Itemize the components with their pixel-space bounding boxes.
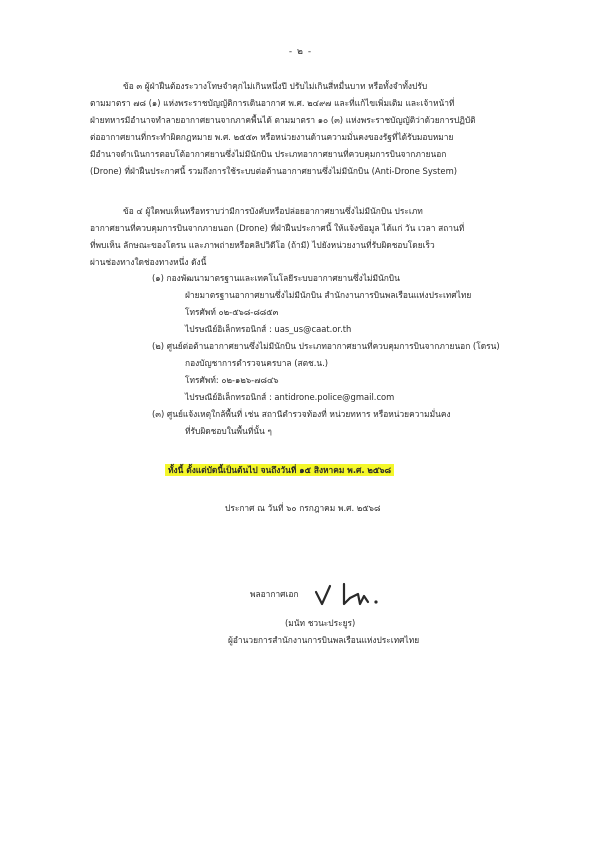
contact1-email: ไปรษณีย์อิเล็กทรอนิกส์ : uas_us@caat.or.th — [185, 324, 352, 334]
page-number: - ๒ - — [288, 47, 313, 57]
contact1-phone: โทรศัพท์ ๐๒-๕๖๘-๘๘๕๓ — [185, 307, 279, 317]
effective-period — [165, 464, 394, 476]
signer-rank: พลอากาศเอก — [250, 589, 299, 599]
clause4-line-1: ข้อ ๔ ผู้ใดพบเห็นหรือทราบว่ามีการบังคับหรือปล่อยอากาศยานซึ่งไม่มีนักบิน ประเภท — [123, 206, 423, 216]
clause3-line-6: (Drone) ที่ฝ่าฝืนประกาศนี้ รวมถึงการใช้ระบบต่อต้านอากาศยานซึ่งไม่มีนักบิน (Anti-Drone System) — [90, 166, 458, 176]
signer-title: ผู้อำนวยการสำนักงานการบินพลเรือนแห่งประเทศไทย — [228, 635, 420, 645]
effective-period-highlight: ทั้งนี้ ตั้งแต่บัดนี้เป็นต้นไป จนถึงวันที่ ๑๕ สิงหาคม พ.ศ. ๒๕๖๘ — [165, 464, 394, 476]
contact2-phone: โทรศัพท์: ๐๒-๑๒๖-๗๘๔๖ — [185, 375, 279, 385]
clause3-line-3: ฝ่ายทหารมีอำนาจทำลายอากาศยานจากภาคพื้นได้ ตามมาตรา ๑๐ (๓) แห่งพระราชบัญญัติว่าด้วยการปฏิบัติ — [90, 115, 476, 125]
contact1-heading: (๑) กองพัฒนามาตรฐานและเทคโนโลยีระบบอากาศยานซึ่งไม่มีนักบิน — [152, 273, 400, 283]
contact3-heading: (๓) ศูนย์แจ้งเหตุใกล้พื้นที่ เช่น สถานีตำรวจท้องที่ หน่วยทหาร หรือหน่วยความมั่นคง — [152, 409, 451, 419]
contact2-division: กองบัญชาการตำรวจนครบาล (สตช.น.) — [185, 358, 329, 368]
clause3-line-5: มีอำนาจดำเนินการตอบโต้อากาศยานซึ่งไม่มีนักบิน ประเภทอากาศยานที่ควบคุมการบินจากภายนอก — [90, 149, 447, 159]
contact1-division: ฝ่ายมาตรฐานอากาศยานซึ่งไม่มีนักบิน สำนักงานการบินพลเรือนแห่งประเทศไทย — [185, 290, 472, 300]
contact2-email: ไปรษณีย์อิเล็กทรอนิกส์ : antidrone.police@gmail.com — [185, 392, 395, 402]
clause4-line-2: อากาศยานที่ควบคุมการบินจากภายนอก (Drone) ที่ฝ่าฝืนประกาศนี้ ให้แจ้งข้อมูล ได้แก่ วัน เวลา สถานที่ — [90, 223, 465, 233]
clause3-line-4: ต่ออากาศยานที่กระทำผิดกฎหมาย พ.ศ. ๒๕๕๓ หรือหน่วยงานด้านความมั่นคงของรัฐที่ได้รับมอบหมาย — [90, 132, 454, 142]
clause3-line-1: ข้อ ๓ ผู้ฝ่าฝืนต้องระวางโทษจำคุกไม่เกินหนึ่งปี ปรับไม่เกินสี่หมื่นบาท หรือทั้งจำทั้งปรับ — [123, 81, 428, 91]
contact2-heading: (๒) ศูนย์ต่อต้านอากาศยานซึ่งไม่มีนักบิน ประเภทอากาศยานที่ควบคุมการบินจากภายนอก (โดรน) — [152, 341, 500, 351]
clause3-line-2: ตามมาตรา ๗๘ (๑) แห่งพระราชบัญญัติการเดินอากาศ พ.ศ. ๒๔๙๗ และที่แก้ไขเพิ่มเติม และเจ้าหน้าที่ — [90, 98, 455, 108]
clause4-line-3: ที่พบเห็น ลักษณะของโดรน และภาพถ่ายหรือคลิปวิดีโอ (ถ้ามี) ไปยังหน่วยงานที่รับผิดชอบโดยเร็ว — [90, 240, 435, 250]
signature-image — [310, 578, 400, 612]
announcement-date: ประกาศ ณ วันที่ ๖๐ กรกฎาคม พ.ศ. ๒๕๖๘ — [225, 503, 381, 513]
handwritten-signature — [310, 578, 400, 612]
contact3-detail: ที่รับผิดชอบในพื้นที่นั้น ๆ — [185, 426, 272, 436]
clause4-line-4: ผ่านช่องทางใดช่องทางหนึ่ง ดังนี้ — [90, 257, 207, 267]
signer-name: (มนัท ชวนะประยูร) — [285, 618, 356, 628]
